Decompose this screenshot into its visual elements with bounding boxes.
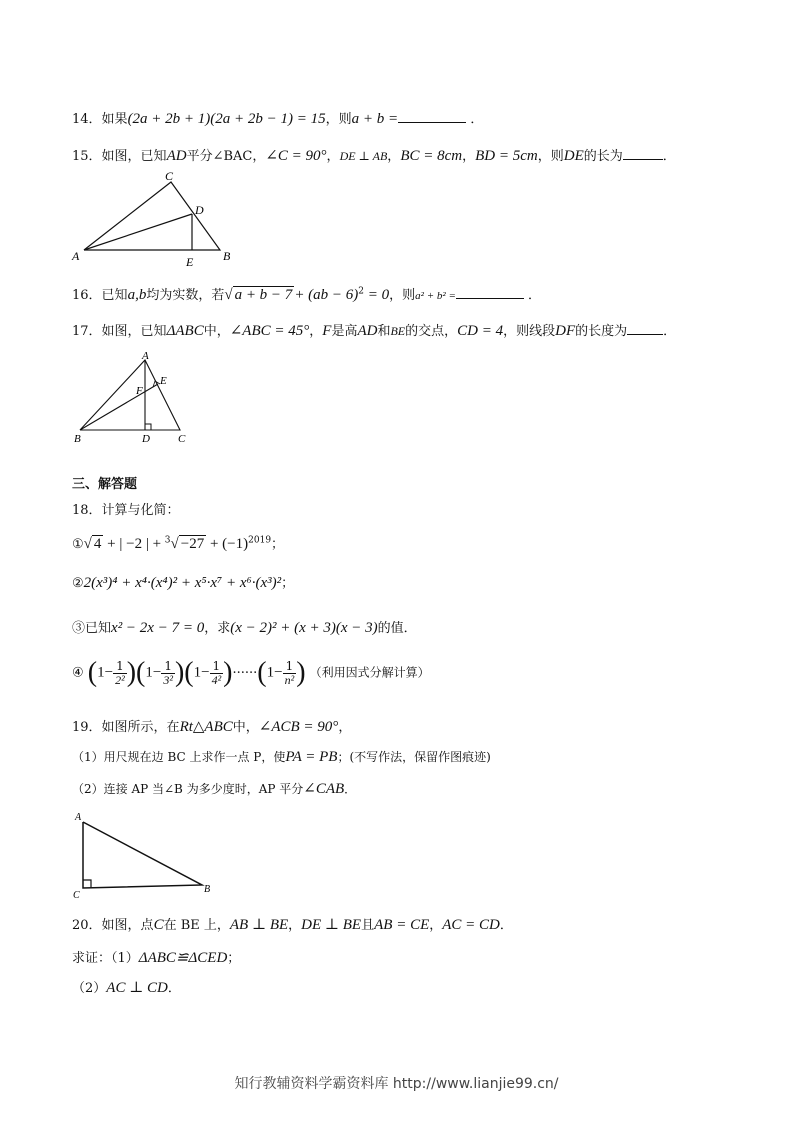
- q18-note: （利用因式分解计算）: [309, 665, 430, 680]
- q18-expression-3: (x − 2)² + (x + 3)(x − 3): [230, 620, 378, 636]
- q20-comma-1: ，: [288, 918, 302, 933]
- q20-p1-end: ；: [227, 951, 241, 966]
- q15-label-d: D: [195, 203, 204, 217]
- q20-text-2: 在 BE 上，: [163, 918, 230, 933]
- q16-answer-blank[interactable]: [456, 286, 524, 299]
- q15-comma-2: ，: [387, 149, 401, 164]
- q18-exponent-2019: 2019: [248, 535, 272, 546]
- q19-subquestion-2: [72, 779, 356, 798]
- q14-expression-2: a + b =: [351, 111, 399, 127]
- q19-text-2: 中，: [232, 720, 259, 735]
- q20-text-1: 如图，点: [101, 918, 154, 933]
- q18-fraction-4: [283, 660, 297, 687]
- q17-triangle-abc: [80, 360, 180, 430]
- q15-end: ．: [662, 149, 676, 164]
- q20-de-perp-be: DE ⊥ BE: [301, 917, 362, 933]
- q18-one-4: 1: [266, 664, 275, 681]
- q18-root-index: 3: [164, 535, 171, 546]
- q14-text-2: ，则: [325, 112, 352, 127]
- q18-part-4: ④ (1− $\frac{1}{\text{2²}}$ )(1− $\frac{1}{\text{3²}}$ )(1− $\frac{1}{\text{4²}}$ )······(1− $\frac{1}{\text{n²}}$ ) （利用因式分解计算）: [72, 657, 430, 688]
- q20-proof-1: [72, 947, 240, 967]
- q20-proof-2: [72, 977, 181, 997]
- q18-mark-2: ②: [72, 576, 84, 591]
- q15-bd: BD = 5cm: [475, 148, 538, 164]
- q17-end: ．: [663, 324, 677, 339]
- q16-exponent: 2: [358, 286, 365, 297]
- q15-comma-1: ，: [326, 149, 340, 164]
- q14-answer-blank[interactable]: [398, 110, 466, 123]
- q15-label-c: C: [165, 169, 174, 183]
- q20-end: ．: [499, 918, 513, 933]
- q19-triangle-abc: [83, 822, 202, 888]
- q18-one-1: 1: [97, 664, 105, 681]
- q19-s1-text-a: （1）用尺规在边 BC 上求作一点 P，使: [72, 750, 286, 764]
- q16-text-1: 已知: [101, 288, 128, 303]
- q17-answer-blank[interactable]: [627, 322, 663, 335]
- q18-fraction-1: [113, 660, 127, 687]
- q19-triangle-figure: [70, 808, 220, 898]
- q20-c: C: [153, 917, 164, 933]
- q19-number: 19．: [72, 720, 102, 735]
- footer-watermark: 知行教辅资料学霸资料库 http://www.lianjie99.cn/: [234, 1076, 559, 1092]
- q15-angle-c: ∠C = 90°: [265, 148, 327, 164]
- q16-text-3: ，则: [389, 288, 416, 303]
- q15-de-perp-ab: DE ⊥ AB: [339, 149, 388, 163]
- q19-rt-triangle: Rt△ABC: [179, 719, 233, 735]
- q18-fraction-2-denominator: 3²: [163, 672, 173, 687]
- q16-end: ．: [528, 288, 542, 303]
- q17-be: BE: [390, 324, 406, 338]
- q17-triangle-abc: ΔABC: [166, 323, 204, 339]
- q18-mark-4: ④: [72, 665, 84, 681]
- q19-label-c: C: [73, 890, 80, 898]
- q20-comma-2: ，: [429, 918, 443, 933]
- q19-s1-text-b: ；(不写作法，保留作图痕迹): [337, 750, 491, 764]
- q15-text-1: 如图，已知: [101, 149, 167, 164]
- q18-title: 18．计算与化简：: [72, 503, 180, 518]
- q18-one-2: 1: [145, 664, 153, 681]
- q16-a2-b2: a² + b² =: [415, 290, 456, 302]
- q18-part-3: [72, 617, 417, 637]
- question-14: [72, 108, 483, 128]
- q18-text-3b: ，求: [204, 621, 231, 636]
- q18-fraction-1-denominator: 2²: [115, 672, 125, 687]
- q19-label-b: B: [204, 884, 211, 895]
- question-16: 16．已知a,b均为实数，若√ a + b − 7 + (ab − 6)$^2$ = 0，则a² + b² = ．: [72, 286, 542, 303]
- q17-label-e: E: [160, 375, 167, 387]
- q18-one-3: 1: [193, 664, 202, 681]
- q18-fraction-2: [161, 660, 175, 687]
- q20-ab-eq-ce: AB = CE: [374, 917, 430, 933]
- q18-fraction-3-denominator: 4²: [211, 672, 222, 687]
- q17-text-5: 的交点，: [405, 324, 458, 339]
- q18-part-2: [72, 572, 294, 592]
- q14-end: ．: [470, 112, 484, 127]
- q19-s2-text-a: （2）连接 AP 当∠B 为多少度时，AP 平分: [72, 782, 304, 796]
- q18-fraction-4-denominator: n²: [284, 672, 295, 687]
- q18-cube-root-term: −27: [180, 536, 205, 552]
- q15-text-2: 平分∠BAC，: [186, 149, 266, 164]
- q18-power-term: + (−1): [206, 536, 249, 552]
- q18-ellipsis: ······: [232, 665, 258, 681]
- q17-label-a: A: [142, 350, 149, 362]
- q15-ad: AD: [166, 148, 187, 164]
- q14-text: 如果: [101, 112, 128, 127]
- question-19: [72, 716, 351, 736]
- q15-label-a: A: [72, 249, 80, 263]
- q19-s1-pa-pb: PA = PB: [285, 749, 338, 765]
- q18-text-3c: 的值．: [377, 621, 417, 636]
- q17-number: 17．: [72, 324, 102, 339]
- q19-text-1: 如图所示，在: [101, 720, 180, 735]
- q18-fraction-2-numerator: 1: [161, 660, 175, 674]
- q20-number: 20．: [72, 918, 102, 933]
- q15-label-e: E: [186, 255, 194, 268]
- q20-p2-end: ．: [167, 981, 181, 996]
- question-20: [72, 914, 513, 934]
- q19-s2-angle-cab: ∠CAB: [303, 781, 345, 797]
- q16-ab: a,b: [127, 287, 147, 303]
- q19-right-angle-c: [83, 880, 91, 888]
- q17-text-7: 的长度为: [575, 324, 628, 339]
- q15-label-b: B: [223, 249, 231, 263]
- q20-ab-perp-be: AB ⊥ BE: [229, 917, 289, 933]
- q17-text-2: 中，: [203, 324, 230, 339]
- q18-mark-3: ③: [72, 621, 86, 636]
- q15-bc: BC = 8cm: [400, 148, 463, 164]
- q17-text-4: 和: [377, 324, 391, 339]
- q15-comma-3: ，: [462, 149, 476, 164]
- q15-segment-ad: [84, 214, 192, 250]
- q17-altitude-be: [80, 384, 158, 430]
- q17-cd: CD = 4: [457, 323, 504, 339]
- q18-end-1: ；: [271, 537, 285, 552]
- q15-text-4: 的长为: [583, 149, 623, 164]
- q20-p1-text: 求证：（1）: [72, 951, 139, 966]
- q17-df: DF: [555, 323, 576, 339]
- q19-subquestion-1: [72, 748, 491, 766]
- q20-p1-congruence: ΔABC≌ΔCED: [138, 950, 228, 966]
- q15-answer-blank[interactable]: [623, 147, 663, 160]
- q15-triangle-figure: [68, 168, 238, 268]
- q16-sqrt-expression: a + b − 7: [234, 287, 293, 303]
- q19-comma: ，: [338, 720, 352, 735]
- q19-s2-end: ．: [344, 782, 357, 796]
- q19-label-a: A: [75, 812, 82, 823]
- q20-p2-perpendicular: AC ⊥ CD: [106, 980, 168, 996]
- q18-abs-term: + | −2 | +: [103, 536, 165, 552]
- q18-part-1: ①√ 4 + | −2 | + $^3√ -27 + (-1)^{2019}$；: [72, 535, 285, 552]
- question-15: [72, 145, 676, 165]
- q17-label-f: F: [136, 385, 143, 397]
- section-heading-3: 三、解答题: [72, 477, 138, 492]
- q18-fraction-1-numerator: 1: [113, 660, 127, 674]
- q19-angle: ∠ACB = 90°: [258, 719, 339, 735]
- q17-comma-1: ，: [309, 324, 323, 339]
- q17-text-1: 如图，已知: [101, 324, 167, 339]
- q17-angle: ∠ABC = 45°: [229, 323, 310, 339]
- q18-equation-3: x² − 2x − 7 = 0: [111, 620, 205, 636]
- q16-text-2: 均为实数，若: [146, 288, 225, 303]
- q14-expression: (2a + 2b + 1)(2a + 2b − 1) = 15: [127, 111, 326, 127]
- q17-right-angle-d: [145, 424, 151, 430]
- q20-ac-eq-cd: AC = CD: [442, 917, 500, 933]
- q20-text-3: 且: [361, 918, 375, 933]
- q18-text-3a: 已知: [85, 621, 112, 636]
- q14-number: 14．: [72, 112, 102, 127]
- q17-ad: AD: [357, 323, 378, 339]
- q18-fraction-3: [210, 660, 224, 687]
- q18-sqrt-4: 4: [93, 536, 102, 552]
- q17-label-b: B: [74, 433, 81, 445]
- q20-p2-text: （2）: [72, 981, 107, 996]
- question-17: [72, 320, 676, 340]
- q16-square-term: + (ab − 6): [294, 287, 359, 303]
- q18-end-2: ；: [281, 576, 295, 591]
- q17-label-c: C: [178, 433, 186, 445]
- q17-f: F: [322, 323, 332, 339]
- q15-number: 15．: [72, 149, 102, 164]
- q17-text-3: 是高: [331, 324, 358, 339]
- q18-fraction-3-numerator: 1: [210, 660, 224, 674]
- q18-mark-1: ①: [72, 537, 84, 552]
- q15-de: DE: [563, 148, 584, 164]
- q16-equals-zero: = 0: [364, 287, 390, 303]
- q17-label-d: D: [142, 433, 150, 445]
- q16-number: 16．: [72, 288, 102, 303]
- q17-triangle-figure: [70, 350, 200, 446]
- q18-fraction-4-numerator: 1: [283, 660, 297, 674]
- q18-expression-2: 2(x³)⁴ + x⁴·(x⁴)² + x⁵·x⁷ + x⁶·(x³)²: [83, 575, 282, 591]
- q17-text-6: ，则线段: [503, 324, 556, 339]
- q15-text-3: ，则: [537, 149, 564, 164]
